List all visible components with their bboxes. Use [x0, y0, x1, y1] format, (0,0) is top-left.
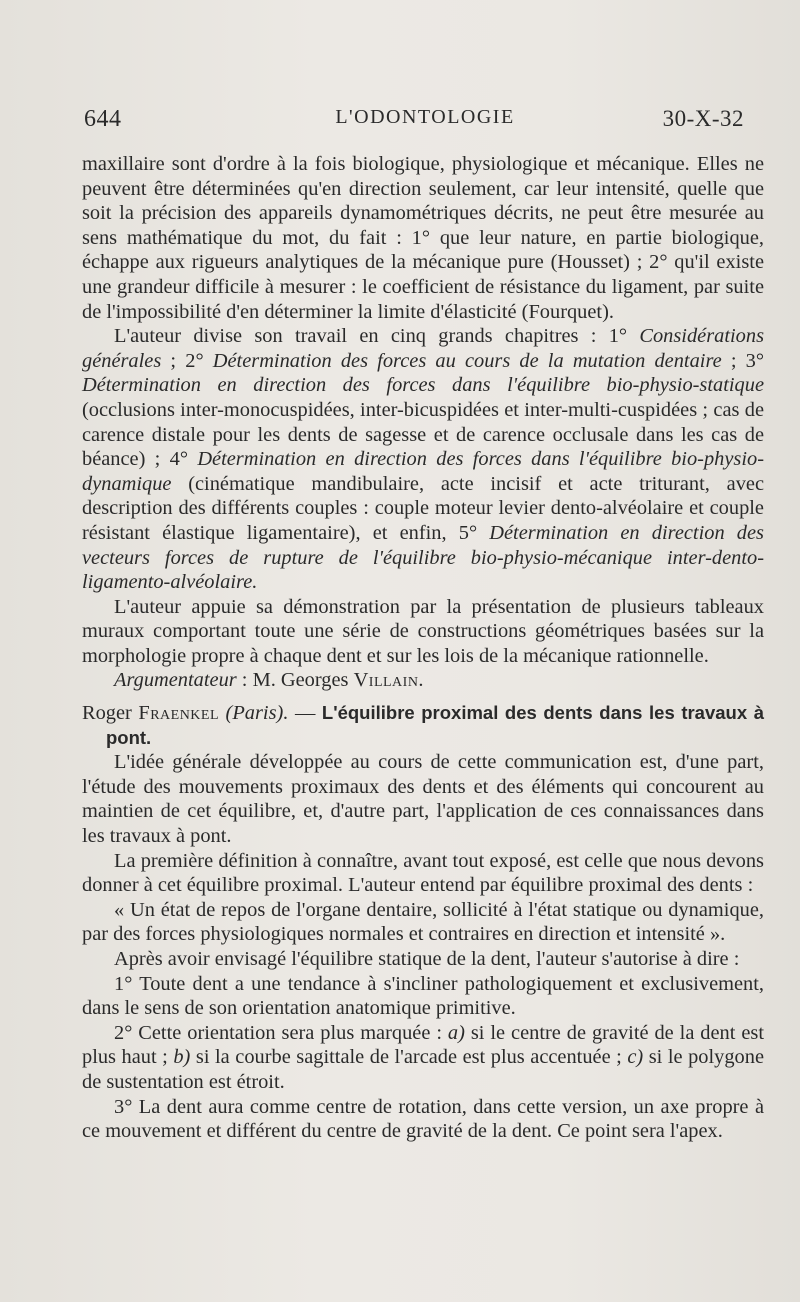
paragraph-general-idea: L'idée générale développée au cours de cette communication est, d'une part, l'étude des mouvements proximaux des dents et des éléments qui concourent au maintien de cet équilibre, et, d'autre part, l'application de ces connaissances dans les travaux à pont.: [82, 751, 764, 848]
paragraph-point-2: [82, 1021, 764, 1095]
text-run: si le polygone de sustentation est étroit.: [82, 1046, 764, 1093]
italic-run: Considérations générales: [82, 325, 764, 372]
paragraph-point-3: 3° La dent aura comme centre de rotation, dans cette version, un axe propre à ce mouvement et différent du centre de gravité de la dent. Ce point sera l'apex.: [82, 1095, 764, 1143]
page-number: 644: [84, 106, 122, 132]
text-run: L'auteur divise son travail en cinq grands chapitres : 1°: [114, 325, 640, 348]
author-first-name: Roger: [82, 702, 139, 725]
running-title: L'ODONTOLOGIE: [335, 106, 515, 128]
text-run: si le centre de gravité de la dent est plus haut ;: [82, 1021, 764, 1069]
paragraph-chapters: [82, 324, 764, 595]
text-run: si la courbe sagittale de l'arcade est plus accentuée ;: [190, 1046, 628, 1069]
paragraph-demonstration: L'auteur appuie sa démonstration par la présentation de plusieurs tableaux muraux comportant toute une série de constructions géométriques basées sur la morphologie propre à chaque dent et sur les lois de la mécanique rationnelle.: [82, 595, 764, 667]
list-marker: b): [173, 1046, 191, 1069]
author-city: (Paris).: [219, 702, 289, 725]
header-date: 30-X-32: [662, 106, 744, 131]
text-run: 2° Cette orientation sera plus marquée :: [114, 1021, 448, 1044]
communication-heading: [82, 701, 764, 750]
paragraph-quote: « Un état de repos de l'organe dentaire, sollicité à l'état statique ou dynamique, par des forces physiologiques normales et contraires en direction et intensité ».: [82, 898, 764, 946]
author-surname: Fraenkel: [138, 702, 220, 725]
argumentateur-name: Villain.: [353, 669, 425, 692]
italic-run: Détermination en direction des forces dans l'équilibre bio-physio-dynamique: [82, 448, 764, 495]
communication-title: L'équilibre proximal des dents dans les travaux à pont.: [106, 702, 764, 748]
italic-run: Détermination en direction des vecteurs forces de rupture de l'équilibre bio-physio-mécanique inter-dento-ligamento-alvéolaire.: [82, 521, 764, 594]
paragraph-definition: La première définition à connaître, avant tout exposé, est celle que nous devons donner à cet équilibre proximal. L'auteur entend par équilibre proximal des dents :: [82, 849, 764, 897]
paragraph-continued: maxillaire sont d'ordre à la fois biologique, physiologique et mécanique. Elles ne peuvent être déterminées qu'en direction seulement, car leur intensité, quelle que soit la précision des appareils dynamométriques décrits, ne peut être mesurée au sens mathématique du mot, du fait : 1° que leur nature, en partie biologique, échappe aux rigueurs analytiques de la mécanique pure (Housset) ; 2° qu'il existe une grandeur difficile à mesurer : le coefficient de résistance du ligament, par suite de l'impossibilité d'en déterminer la limite d'élasticité (Fourquet).: [82, 153, 764, 323]
list-marker: a): [447, 1021, 465, 1044]
page-body: [82, 152, 764, 1144]
text-run: ; 3°: [721, 349, 764, 372]
text-run: (occlusions inter-monocuspidées, inter-bicuspidées et inter-multi-cuspidées ; cas de carence distale pour les dents de sagesse et de carence occlusale dans les cas de béance) ; 4°: [82, 398, 764, 471]
text-run: : M. Georges: [236, 669, 354, 692]
italic-run: Détermination en direction des forces dans l'équilibre bio-physio-statique: [82, 374, 764, 397]
paragraph-static-equilibrium: Après avoir envisagé l'équilibre statique de la dent, l'auteur s'autorise à dire :: [114, 948, 740, 970]
paragraph-argumentateur: [82, 668, 764, 693]
text-run: (cinématique mandibulaire, acte incisif et acte triturant, avec description des différents couples : couple moteur levier dento-alvéolaire et couple résistant élastique ligamentaire), et enfin, 5°: [82, 472, 764, 544]
paragraph-point-1: 1° Toute dent a une tendance à s'incliner pathologiquement et exclusivement, dans le sens de son orientation anatomique primitive.: [82, 972, 764, 1020]
text-run: ; 2°: [161, 349, 213, 372]
italic-run: Détermination des forces au cours de la mutation dentaire: [212, 349, 722, 372]
text-run: —: [288, 702, 322, 725]
argumentateur-label: Argumentateur: [114, 669, 237, 692]
list-marker: c): [627, 1046, 644, 1069]
page-header: [84, 96, 766, 136]
